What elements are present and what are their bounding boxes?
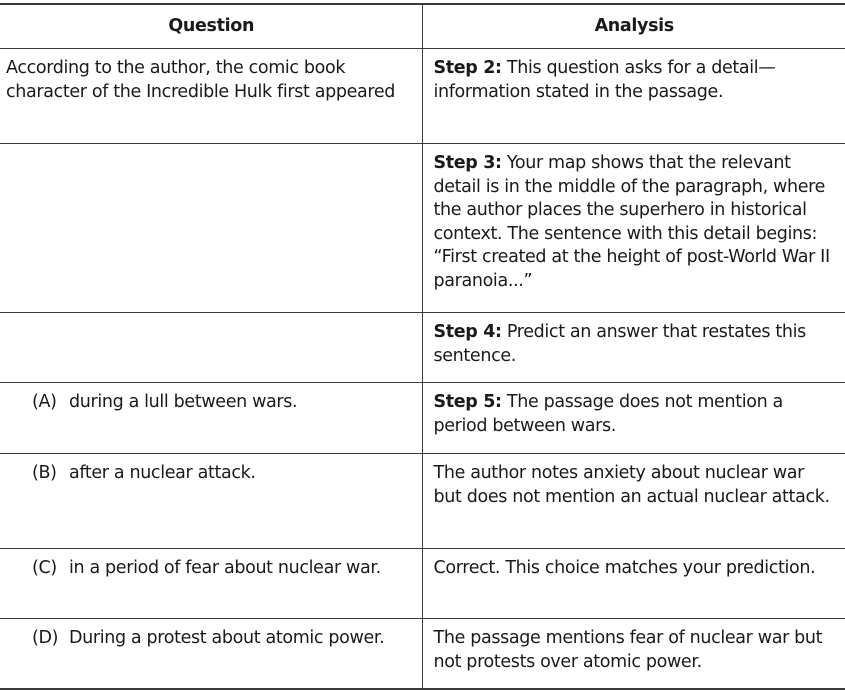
step-label: Step 3: bbox=[433, 153, 502, 173]
step-label: Step 2: bbox=[433, 58, 502, 78]
analysis-text: The passage does not mention a period between wars. bbox=[433, 392, 783, 436]
analysis-cell bbox=[423, 549, 845, 619]
choice-letter: (C) bbox=[32, 558, 57, 578]
choice-letter: (A) bbox=[32, 392, 57, 412]
table-row bbox=[0, 549, 845, 619]
analysis-cell bbox=[423, 144, 845, 313]
question-analysis-table bbox=[0, 3, 845, 690]
answer-choice-c bbox=[0, 549, 423, 619]
analysis-text: Correct. This choice matches your prediction. bbox=[433, 558, 816, 578]
table-row bbox=[0, 383, 845, 454]
question-cell-empty bbox=[0, 313, 423, 383]
step-label: Step 4: bbox=[433, 322, 502, 342]
header-question: Question bbox=[0, 4, 423, 49]
choice-text: after a nuclear attack. bbox=[69, 463, 256, 483]
analysis-cell bbox=[423, 313, 845, 383]
choice-text: During a protest about atomic power. bbox=[69, 628, 385, 648]
question-cell-empty bbox=[0, 144, 423, 313]
question-stem: According to the author, the comic book character of the Incredible Hulk first appeared bbox=[0, 49, 423, 144]
analysis-cell bbox=[423, 454, 845, 549]
choice-text: during a lull between wars. bbox=[69, 392, 298, 412]
analysis-text: This question asks for a detail—information stated in the passage. bbox=[433, 58, 776, 102]
analysis-cell bbox=[423, 383, 845, 454]
answer-choice-a bbox=[0, 383, 423, 454]
analysis-text: The passage mentions fear of nuclear war but not protests over atomic power. bbox=[433, 628, 823, 672]
analysis-text: Your map shows that the relevant detail is in the middle of the paragraph, where the author places the superhero in historical context. The sentence with this detail begins: “First created at the height of post-World War II paranoia...” bbox=[433, 153, 830, 291]
table-row bbox=[0, 619, 845, 690]
analysis-text: Predict an answer that restates this sentence. bbox=[433, 322, 806, 366]
analysis-cell bbox=[423, 619, 845, 690]
analysis-cell bbox=[423, 49, 845, 144]
table-row bbox=[0, 313, 845, 383]
choice-letter: (B) bbox=[32, 463, 57, 483]
table-row bbox=[0, 454, 845, 549]
answer-choice-d bbox=[0, 619, 423, 690]
table-header-row bbox=[0, 4, 845, 49]
table-row bbox=[0, 49, 845, 144]
analysis-text: The author notes anxiety about nuclear war but does not mention an actual nuclear attack. bbox=[433, 463, 830, 507]
choice-letter: (D) bbox=[32, 628, 59, 648]
table-row bbox=[0, 144, 845, 313]
answer-choice-b bbox=[0, 454, 423, 549]
step-label: Step 5: bbox=[433, 392, 502, 412]
header-analysis: Analysis bbox=[423, 4, 845, 49]
choice-text: in a period of fear about nuclear war. bbox=[69, 558, 381, 578]
